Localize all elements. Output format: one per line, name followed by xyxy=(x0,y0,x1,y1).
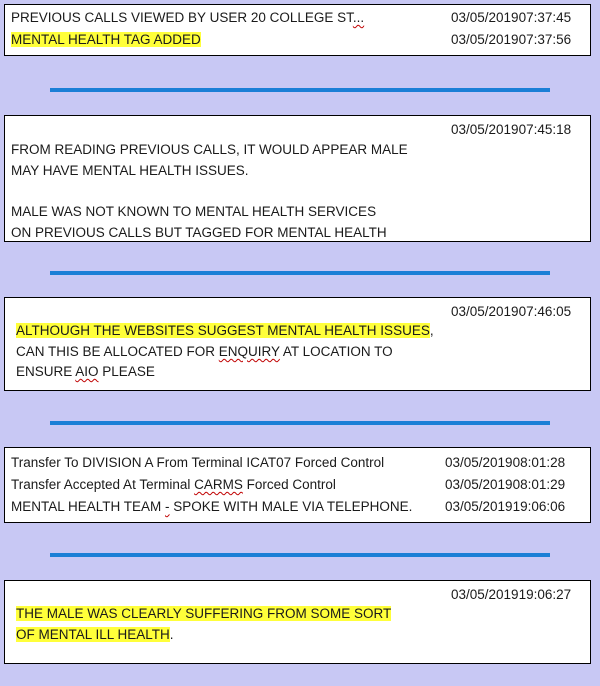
entry-text: MAY HAVE MENTAL HEALTH ISSUES. xyxy=(11,163,249,178)
entry-text: ENSURE AIO PLEASE xyxy=(16,364,155,379)
entry-timestamp: 03/05/201908:01:28 xyxy=(445,455,566,470)
log-entry-1 xyxy=(4,4,591,56)
entry-timestamp: 03/05/201919:06:06 xyxy=(445,499,566,514)
separator xyxy=(50,553,550,557)
separator xyxy=(50,271,550,275)
entry-timestamp: 03/05/201907:45:18 xyxy=(451,122,572,137)
log-entry-5 xyxy=(4,580,591,664)
entry-text: MALE WAS NOT KNOWN TO MENTAL HEALTH SERVICES xyxy=(11,204,377,219)
entry-text: OF MENTAL ILL HEALTH. xyxy=(16,627,174,642)
entry-text: MENTAL HEALTH TEAM - SPOKE WITH MALE VIA TELEPHONE. xyxy=(11,499,413,514)
entry-text: PREVIOUS CALLS VIEWED BY USER 20 COLLEGE ST... xyxy=(11,10,365,25)
entry-timestamp: 03/05/201907:37:56 xyxy=(451,32,572,47)
entry-timestamp: 03/05/201907:37:45 xyxy=(451,10,572,25)
entry-text: FROM READING PREVIOUS CALLS, IT WOULD APPEAR MALE xyxy=(11,142,408,157)
entry-text: ALTHOUGH THE WEBSITES SUGGEST MENTAL HEALTH ISSUES, xyxy=(16,323,434,338)
log-entry-4 xyxy=(4,447,591,523)
entry-text: ON PREVIOUS CALLS BUT TAGGED FOR MENTAL HEALTH xyxy=(11,225,387,240)
separator xyxy=(50,88,550,92)
entry-text: Transfer Accepted At Terminal CARMS Forced Control xyxy=(11,477,336,492)
log-entry-2 xyxy=(4,115,591,242)
entry-text: MENTAL HEALTH TAG ADDED xyxy=(11,32,201,47)
entry-text: CAN THIS BE ALLOCATED FOR ENQUIRY AT LOCATION TO xyxy=(16,344,393,359)
log-entry-3 xyxy=(4,297,591,391)
separator xyxy=(50,421,550,425)
entry-timestamp: 03/05/201908:01:29 xyxy=(445,477,566,492)
entry-text: THE MALE WAS CLEARLY SUFFERING FROM SOME SORT xyxy=(16,606,392,621)
entry-text: Transfer To DIVISION A From Terminal ICAT07 Forced Control xyxy=(11,455,385,470)
entry-timestamp: 03/05/201907:46:05 xyxy=(451,304,572,319)
entry-timestamp: 03/05/201919:06:27 xyxy=(451,587,572,602)
